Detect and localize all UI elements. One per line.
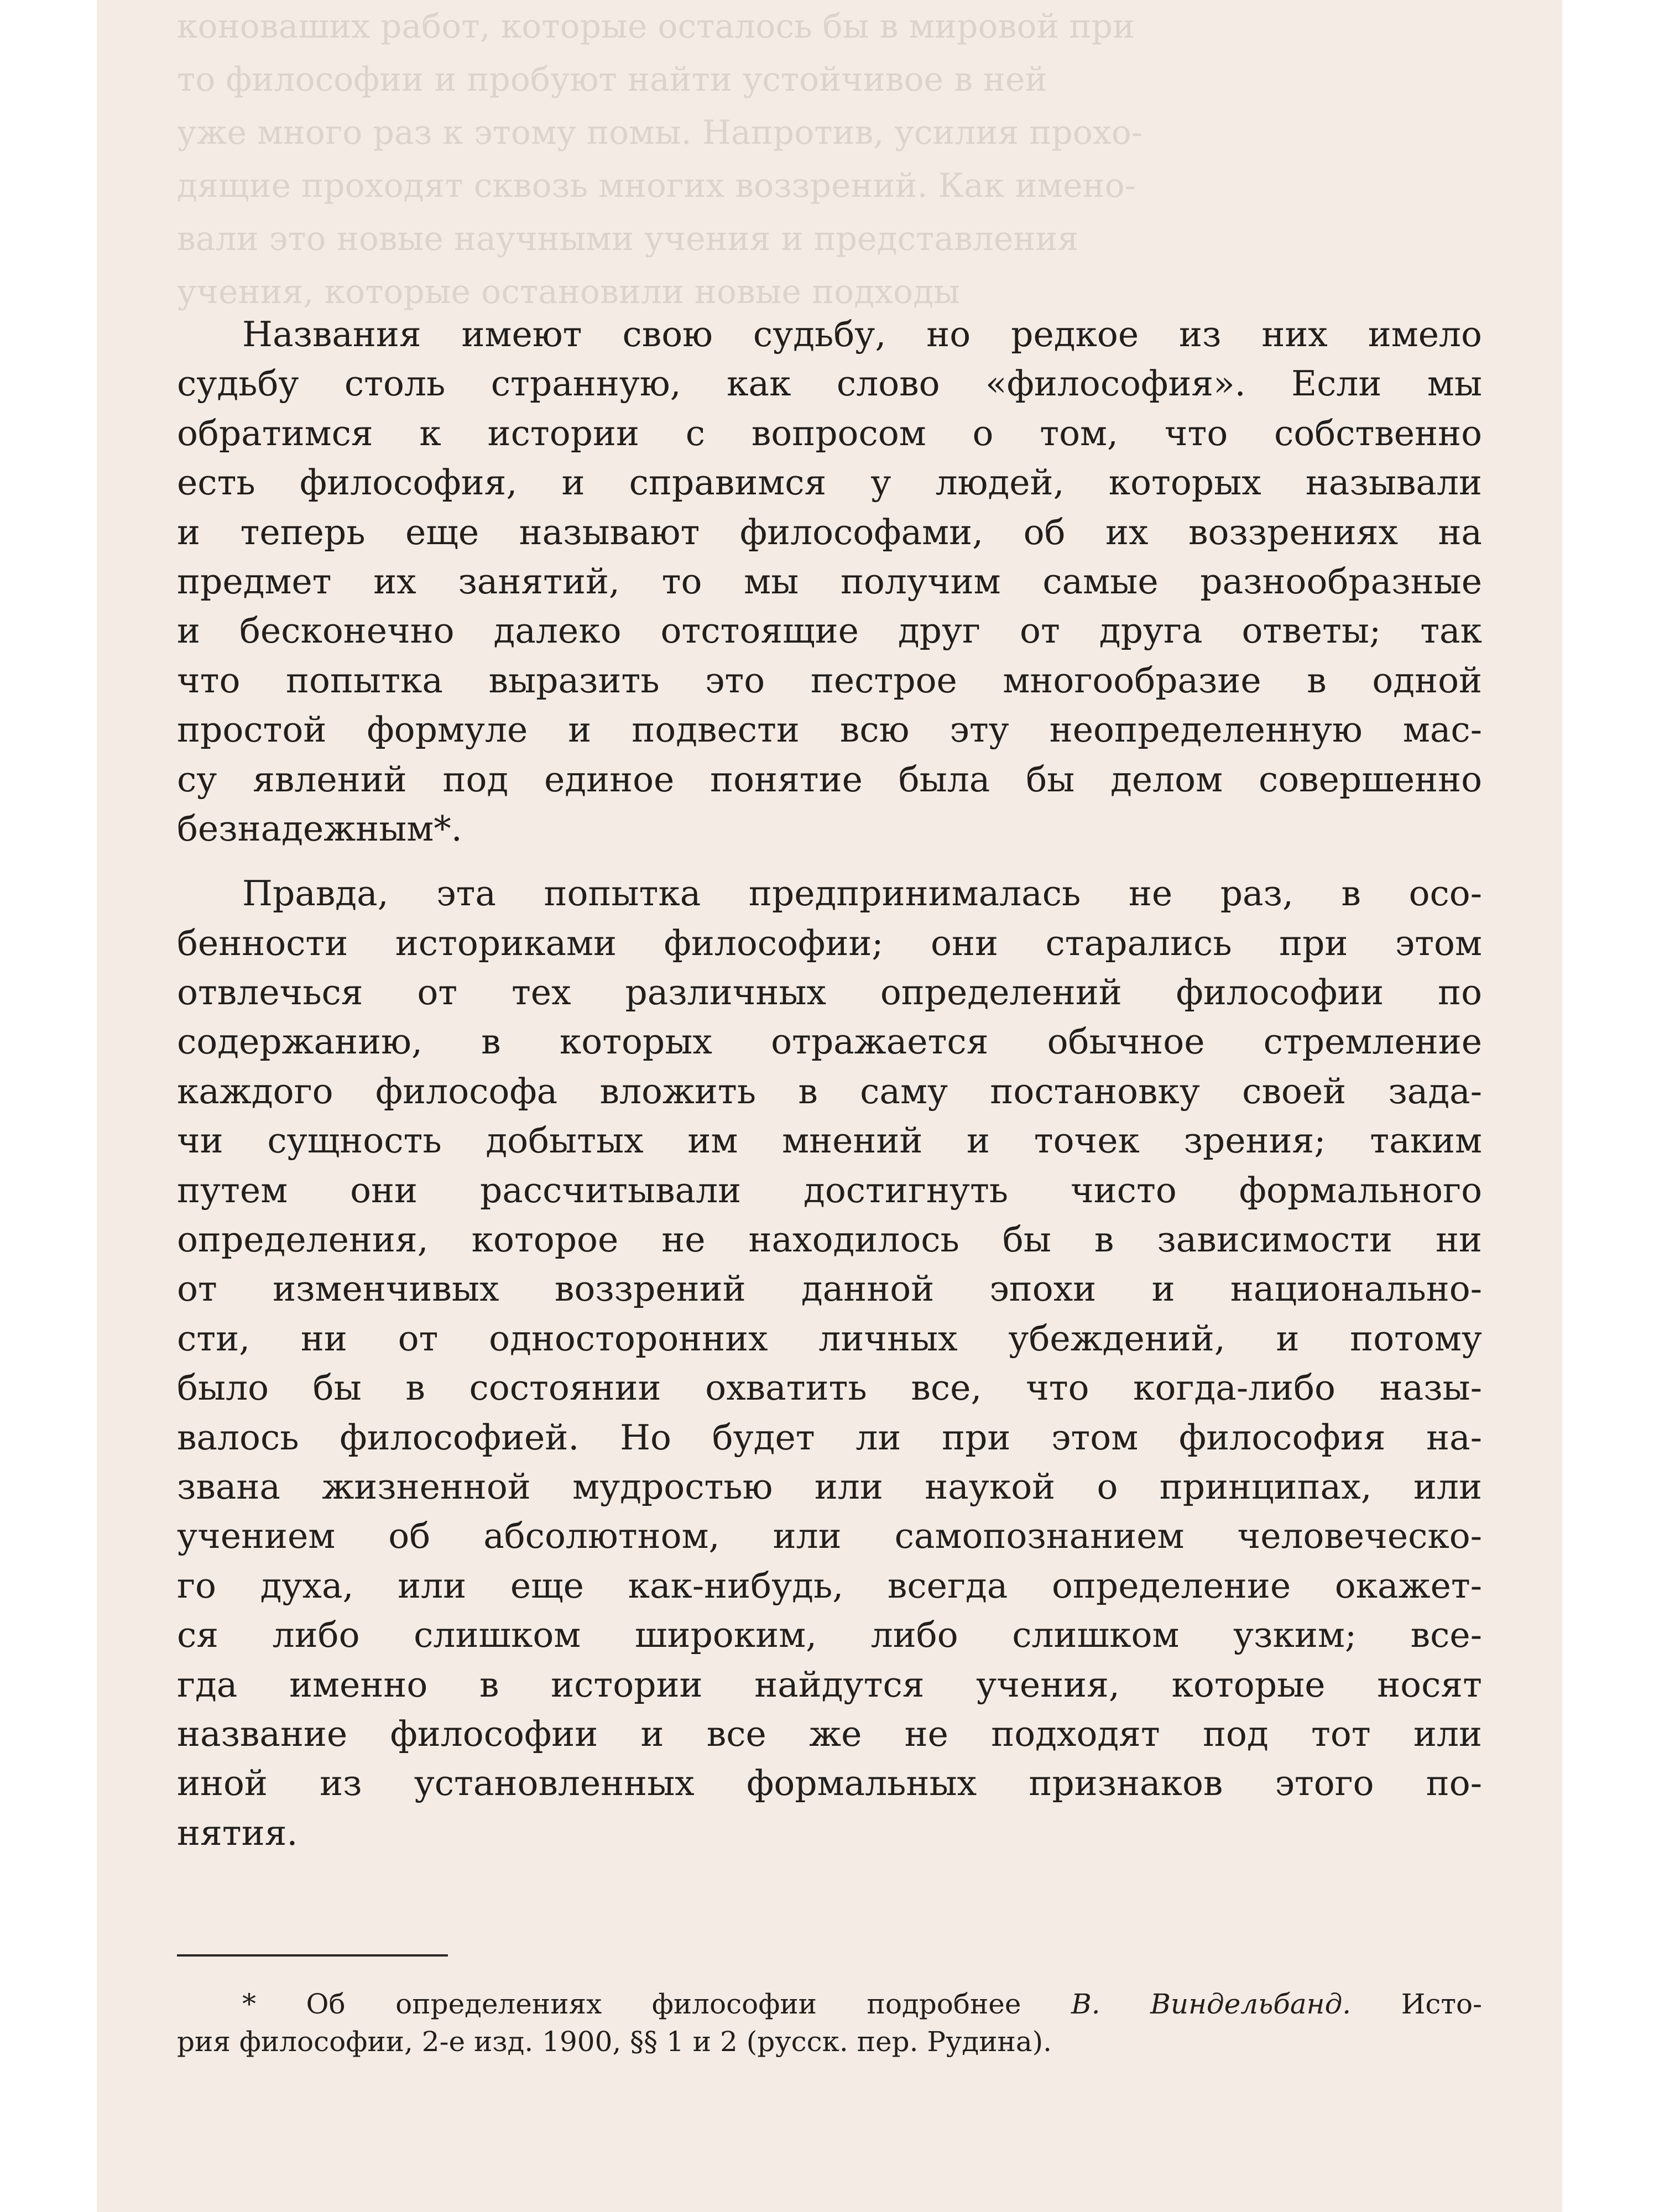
paragraph-1: [177, 310, 1482, 853]
bleed-line: вали это новые научными учения и представления: [177, 220, 1079, 258]
footnote: [177, 1985, 1482, 2060]
text-line: и теперь еще называют философами, об их воззрениях на: [177, 512, 1482, 552]
main-text: [177, 310, 1482, 1858]
text-line: от изменчивых воззрений данной эпохи и национально-: [177, 1269, 1482, 1310]
text-line: предмет их занятий, то мы получим самые разнообразные: [177, 561, 1482, 602]
text-line: судьбу столь странную, как слово «философия». Если мы: [177, 363, 1482, 404]
text-line: валось философией. Но будет ли при этом философия на-: [177, 1417, 1482, 1458]
text-line: содержанию, в которых отражается обычное стремление: [177, 1021, 1482, 1062]
text-line: Правда, эта попытка предпринималась не раз, в осо-: [242, 873, 1482, 914]
text-line: су явлений под единое понятие была бы делом совершенно: [177, 759, 1482, 800]
text-line: каждого философа вложить в саму постановку своей зада-: [177, 1071, 1482, 1112]
text-line: гда именно в истории найдутся учения, которые носят: [177, 1664, 1482, 1705]
text-line: название философии и все же не подходят под тот или: [177, 1713, 1482, 1754]
text-line: обратимся к истории с вопросом о том, что собственно: [177, 413, 1482, 453]
text-line: отвлечься от тех различных определений философии по: [177, 972, 1482, 1013]
text-line: иной из установленных формальных признаков этого по-: [177, 1763, 1482, 1804]
text-line: сти, ни от односторонних личных убеждений, и потому: [177, 1318, 1482, 1359]
bleed-through-text: [177, 0, 1504, 311]
bleed-line: дящие проходят сквозь многих воззрений. Как имено-: [177, 166, 1136, 205]
text-line: и бесконечно далеко отстоящие друг от друга ответы; так: [177, 611, 1482, 651]
text-line: есть философия, и справимся у людей, которых называли: [177, 462, 1482, 503]
text-line: звана жизненной мудростью или наукой о принципах, или: [177, 1466, 1482, 1507]
text-line: Названия имеют свою судьбу, но редкое из них имело: [242, 314, 1482, 354]
text-line: чи сущность добытых им мнений и точек зрения; таким: [177, 1120, 1482, 1161]
bleed-line: то философии и пробуют найти устойчивое в ней: [177, 60, 1047, 99]
footnote-line: рия философии, 2-е изд. 1900, §§ 1 и 2 (русск. пер. Рудина).: [177, 2026, 1052, 2058]
text-line: что попытка выразить это пестрое многообразие в одной: [177, 660, 1482, 701]
text-line: определения, которое не находилось бы в зависимости ни: [177, 1219, 1482, 1260]
text-line: путем они рассчитывали достигнуть чисто формального: [177, 1170, 1482, 1211]
text-line: учением об абсолютном, или самопознанием человеческо-: [177, 1516, 1482, 1557]
paragraph-2: [177, 869, 1482, 1858]
text-line: безнадежным*.: [177, 808, 462, 849]
bleed-line: уже много раз к этому помы. Напротив, усилия прохо-: [177, 113, 1143, 152]
bleed-line: учения, которые остановили новые подходы: [177, 273, 960, 311]
text-line: простой формуле и подвести всю эту неопределенную мас-: [177, 709, 1482, 750]
text-line: го духа, или еще как-нибудь, всегда определение окажет-: [177, 1565, 1482, 1606]
text-line: было бы в состоянии охватить все, что когда-либо назы-: [177, 1368, 1482, 1408]
footnote-divider: [177, 1954, 448, 1957]
footnote-suffix: Исто-: [1351, 1988, 1482, 2020]
footnote-author: В. Виндельбанд.: [1071, 1988, 1352, 2020]
text-line: ся либо слишком широким, либо слишком узким; все-: [177, 1615, 1482, 1656]
bleed-line: коноваших работ, которые осталось бы в мировой при: [177, 7, 1135, 46]
text-line: бенности историками философии; они старались при этом: [177, 922, 1482, 963]
footnote-prefix: * Об определениях философии подробнее: [242, 1988, 1071, 2020]
text-line: нятия.: [177, 1812, 298, 1853]
footnote-line: [177, 1985, 1482, 2023]
